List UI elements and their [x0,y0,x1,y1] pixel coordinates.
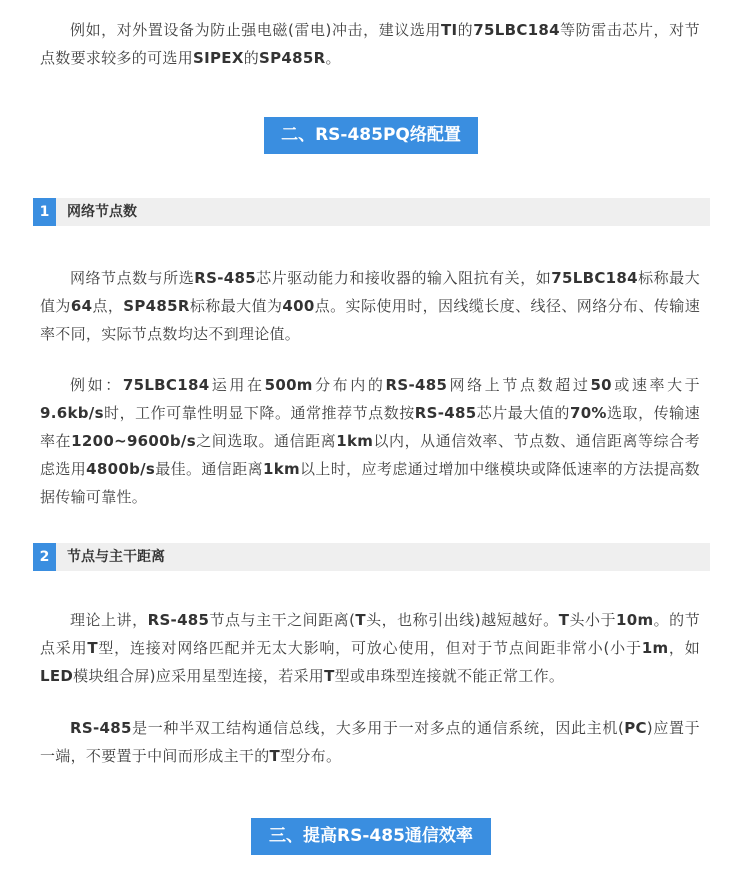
text-run: 是一种半双工结构通信总线，大多用于一对多点的通信系统，因此主机( [131,719,625,737]
text-run: 的 [243,49,260,67]
text-run: 网络上节点数超过 [447,376,591,394]
subsection-title: 网络节点数 [67,204,137,220]
bold-text: RS-485 [414,404,477,422]
bold-text: 50 [590,376,612,394]
bold-text: 75LBC184 [473,21,560,39]
text-run: 头，也称引出线)越短越好。 [365,611,559,629]
bold-text: 10m [616,611,654,629]
bold-text: T [355,611,366,629]
text-run: 选取，传输速率在 [40,404,700,450]
bold-text: T [324,667,335,685]
bold-text: RS-485 [70,719,132,737]
bold-text: TI [440,21,458,39]
bold-text: 400 [282,297,315,315]
bold-text: 1200~9600b/s [71,432,196,450]
paragraph-surge-protection [40,16,700,72]
bold-text: 500m [264,376,313,394]
text-run: 等防雷击芯片，对节点数要求较多的可选用 [40,21,700,67]
text-run: 点。实际使用时，因线缆长度、线径、网络分布、传输速率不同，实际节点数均达不到理论值。 [40,297,700,343]
text-run: 分布内的 [312,376,386,394]
text-run: 运用在 [209,376,265,394]
text-run: ，如 [668,639,700,657]
text-run: 之间选取。通信距离 [195,432,337,450]
text-run: 例如，对外置设备为防止强电磁(雷电)冲击，建议选用 [70,21,441,39]
subsection-number: 2 [33,543,56,571]
bold-text: SP485R [259,49,326,67]
text-run: 节点与主干之间距离( [209,611,356,629]
bold-text: 75LBC184 [122,376,210,394]
text-run: 模块组合屏)应采用星型连接，若采用 [73,667,325,685]
text-run: 理论上讲， [70,611,148,629]
bold-text: RS-485 [194,269,256,287]
text-run: 点， [92,297,124,315]
text-run: 型，连接对网络匹配并无太大影响，可放心使用，但对于节点间距非常小(小于 [97,639,642,657]
text-run: 芯片最大值的 [476,404,570,422]
bold-text: 64 [70,297,93,315]
text-run: 例如： [70,376,123,394]
bold-text: 4800b/s [86,460,156,478]
subsection-bar-trunk-distance [33,543,710,571]
section-heading-network-config: 二、RS-485PQ络配置 [264,117,478,154]
text-run: 型或串珠型连接就不能正常工作。 [334,667,565,685]
text-run: 网络节点数与所选 [70,269,195,287]
text-run: 型分布。 [280,747,342,765]
paragraph-node-count-example [40,371,700,511]
text-run: )应置于一端，不要置于中间而形成主干的 [40,719,700,765]
text-run: 标称最大值为 [40,269,700,315]
bold-text: 1m [641,639,669,657]
subsection-title: 节点与主干距离 [67,549,165,565]
subsection-number: 1 [33,198,56,226]
bold-text: RS-485 [147,611,210,629]
bold-text: PC [624,719,647,737]
bold-text: 1km [262,460,300,478]
bold-text: T [558,611,570,629]
paragraph-stub-length [40,606,700,690]
text-run: 头小于 [569,611,617,629]
bold-text: SIPEX [193,49,244,67]
text-run: 以内，从通信效率、节点数、通信距离等综合考虑选用 [40,432,700,478]
text-run: 标称最大值为 [189,297,283,315]
paragraph-half-duplex [40,714,700,770]
bold-text: RS-485 [385,376,448,394]
text-run: 。 [325,49,341,67]
bold-text: 1km [336,432,374,450]
text-run: 。的节点采用 [40,611,700,657]
text-run: 最佳。通信距离 [155,460,263,478]
text-run: 芯片驱动能力和接收器的输入阻抗有关，如 [255,269,552,287]
text-run: 时，工作可靠性明显下降。通常推荐节点数按 [103,404,415,422]
bold-text: 75LBC184 [551,269,638,287]
bold-text: 9.6kb/s [40,404,104,422]
text-run: 的 [457,21,474,39]
bold-text: 70% [569,404,607,422]
bold-text: T [87,639,98,657]
text-run: 以上时，应考虑通过增加中继模块或降低速率的方法提高数据传输可靠性。 [40,460,700,506]
bold-text: LED [40,667,74,685]
bold-text: T [269,747,281,765]
bold-text: SP485R [123,297,190,315]
text-run: 或速率大于 [611,376,700,394]
section-heading-improve-efficiency: 三、提高RS-485通信效率 [251,818,491,855]
subsection-bar-node-count [33,198,710,226]
paragraph-node-count [40,264,700,348]
